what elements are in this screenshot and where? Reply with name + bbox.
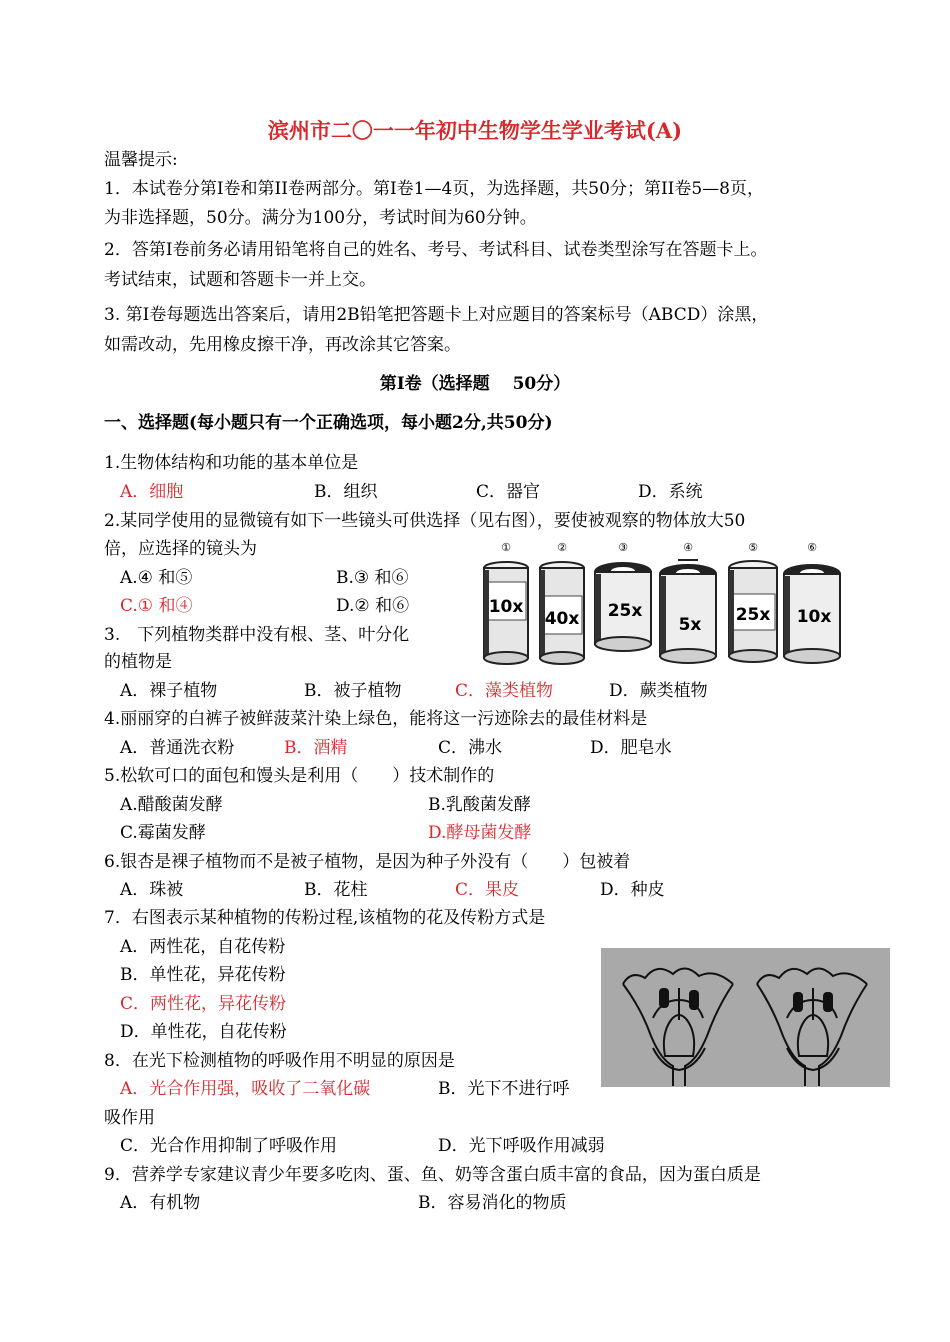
lens-5 (729, 541, 777, 662)
q4-option-a: A．普通洗衣粉 (120, 738, 235, 758)
anther-left-2 (689, 990, 699, 1010)
q1-option-c: C．器官 (476, 482, 541, 502)
lens-3-number: ③ (618, 541, 628, 554)
lens-4-label: 5x (678, 615, 702, 635)
lens-3-label: 25x (607, 601, 643, 621)
lens-2-number: ② (557, 541, 567, 554)
tips-line-3: 2．答第Ⅰ卷前务必请用铅笔将自己的姓名、考号、考试科目、试卷类型涂写在答题卡上。 (104, 240, 768, 260)
q8-option-d: D．光下呼吸作用减弱 (438, 1136, 605, 1156)
q5-option-b: B.乳酸菌发酵 (428, 795, 531, 815)
q6-option-d: D．种皮 (600, 880, 665, 900)
q8-option-b-2: 吸作用 (104, 1108, 155, 1128)
lens-2-label: 40x (544, 609, 580, 629)
q3-option-a: A．裸子植物 (120, 681, 218, 701)
lens-6-label: 10x (796, 607, 832, 627)
tips-heading: 温馨提示: (104, 150, 178, 170)
part-heading: 一、选择题(每小题只有一个正确选项，每小题2分,共50分) (104, 413, 553, 433)
q6-option-b: B．花柱 (304, 880, 368, 900)
lens-5-label: 25x (735, 605, 771, 625)
q5-stem: 5.松软可口的面包和馒头是利用（ ）技术制作的 (104, 766, 495, 786)
section-title: 第Ⅰ卷（选择题 50分） (379, 374, 571, 394)
q4-option-d: D．肥皂水 (590, 738, 672, 758)
q8-option-b-1: B．光下不进行呼 (438, 1079, 570, 1099)
microscope-lens-figure (478, 538, 844, 666)
tips-line-1: 1．本试卷分第Ⅰ卷和第II卷两部分。第Ⅰ卷1—4页，为选择题，共50分；第II卷5—8页， (104, 179, 765, 199)
lens-1 (484, 541, 528, 664)
lens-4 (660, 541, 716, 663)
pollination-figure (601, 948, 890, 1087)
q2-option-a: A.④ 和⑤ (120, 568, 193, 588)
q5-option-d: D.酵母菌发酵 (428, 823, 532, 843)
q3-option-c: C．藻类植物 (455, 681, 554, 701)
q6-option-a: A．珠被 (120, 880, 184, 900)
lens-1-label: 10x (488, 597, 524, 617)
q2-option-b: B.③ 和⑥ (336, 568, 409, 588)
q1-option-a: A．细胞 (120, 482, 184, 502)
tips-line-4: 考试结束，试题和答题卡一并上交。 (104, 270, 376, 290)
tips-line-5: 3. 第Ⅰ卷每题选出答案后，请用2B铅笔把答题卡上对应题目的答案标号（ABCD）涂黑， (104, 305, 769, 325)
q8-option-c: C．光合作用抑制了呼吸作用 (120, 1136, 338, 1156)
lens-3 (595, 541, 651, 651)
tips-line-2: 为非选择题，50分。满分为100分，考试时间为60分钟。 (104, 208, 537, 228)
anther-right-2 (823, 992, 833, 1012)
q2-stem-1: 2.某同学使用的显微镜有如下一些镜头可供选择（见右图），要使被观察的物体放大50 (104, 511, 746, 531)
lens-6 (784, 541, 840, 663)
q4-option-b: B．酒精 (284, 738, 348, 758)
q2-option-d: D.② 和⑥ (336, 596, 410, 616)
q7-stem: 7．右图表示某种植物的传粉过程,该植物的花及传粉方式是 (104, 908, 546, 928)
q1-option-b: B．组织 (314, 482, 378, 502)
anther-left-1 (659, 988, 669, 1008)
q7-option-d: D．单性花，自花传粉 (120, 1022, 287, 1042)
q5-option-c: C.霉菌发酵 (120, 823, 206, 843)
q7-option-a: A．两性花，自花传粉 (120, 937, 286, 957)
q8-option-a: A．光合作用强，吸收了二氧化碳 (120, 1079, 371, 1099)
q3-stem-2: 的植物是 (104, 652, 172, 672)
q4-option-c: C．沸水 (438, 738, 503, 758)
q2-stem-2: 倍，应选择的镜头为 (104, 539, 257, 559)
anther-right-1 (793, 992, 803, 1012)
q1-stem: 1.生物体结构和功能的基本单位是 (104, 453, 359, 473)
q3-option-d: D．蕨类植物 (609, 681, 708, 701)
lens-5-number: ⑤ (748, 541, 758, 554)
q1-option-d: D．系统 (638, 482, 703, 502)
q8-stem: 8．在光下检测植物的呼吸作用不明显的原因是 (104, 1051, 455, 1071)
q9-option-a: A．有机物 (120, 1193, 201, 1213)
q3-option-b: B．被子植物 (304, 681, 402, 701)
q6-stem: 6.银杏是裸子植物而不是被子植物，是因为种子外没有（ ）包被着 (104, 852, 631, 872)
lens-2 (540, 541, 584, 664)
lens-1-number: ① (501, 541, 511, 554)
q7-option-c: C．两性花，异花传粉 (120, 994, 287, 1014)
lens-4-number: ④ (683, 541, 693, 554)
lens-6-number: ⑥ (807, 541, 817, 554)
exam-title: 滨州市二〇一一年初中生物学生学业考试(A) (267, 118, 683, 143)
tips-line-6: 如需改动，先用橡皮擦干净，再改涂其它答案。 (104, 335, 461, 355)
q9-stem: 9．营养学专家建议青少年要多吃肉、蛋、鱼、奶等含蛋白质丰富的食品，因为蛋白质是 (104, 1165, 761, 1185)
q6-option-c: C．果皮 (455, 880, 520, 900)
q5-option-a: A.醋酸菌发酵 (120, 795, 223, 815)
q4-stem: 4.丽丽穿的白裤子被鲜菠菜汁染上绿色，能将这一污迹除去的最佳材料是 (104, 709, 648, 729)
q3-stem-1: 3. 下列植物类群中没有根、茎、叶分化 (104, 625, 410, 645)
q9-option-b: B．容易消化的物质 (418, 1193, 567, 1213)
q2-option-c: C.① 和④ (120, 596, 193, 616)
q7-option-b: B．单性花，异花传粉 (120, 965, 286, 985)
